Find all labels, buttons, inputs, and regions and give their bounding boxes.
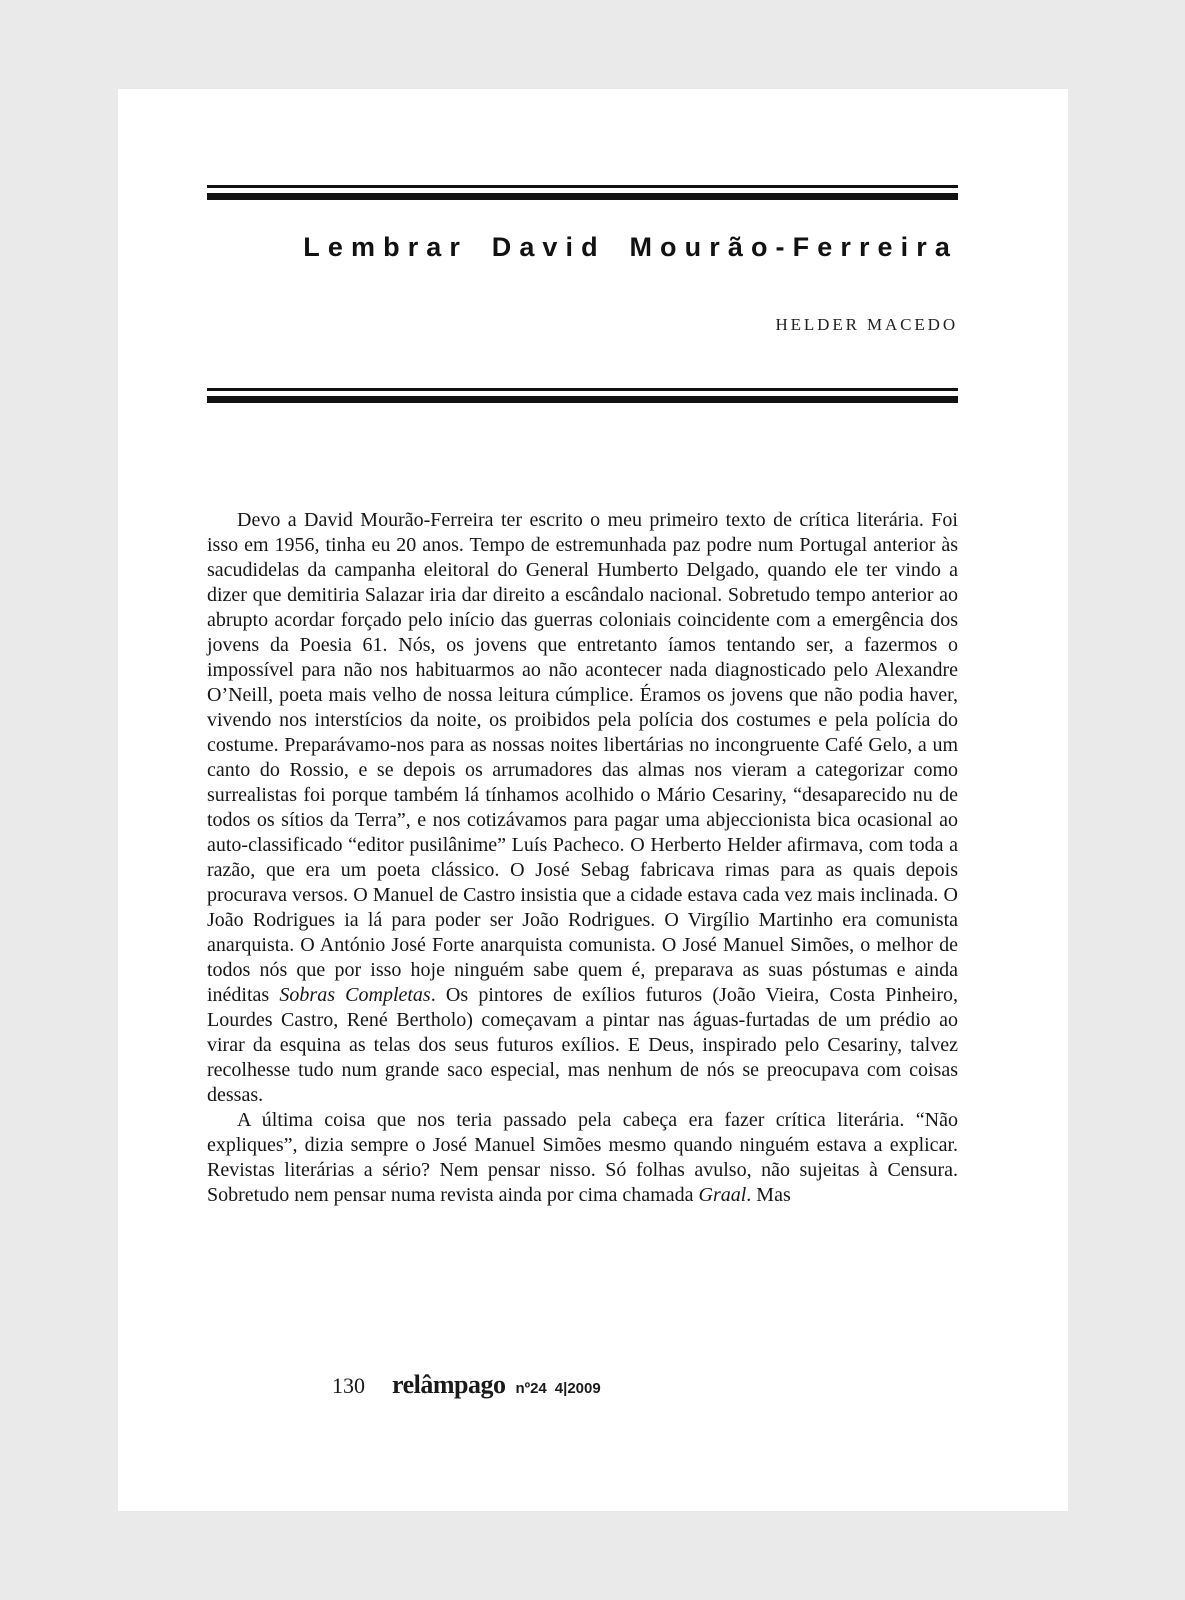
double-rule-bottom bbox=[207, 388, 958, 403]
page-sheet bbox=[118, 89, 1068, 1511]
paragraph: A última coisa que nos teria passado pela cabeça era fazer crítica literária. “Não expliques”, dizia sempre o José Manuel Simões mesmo quando ninguém estava a explicar. Revistas literárias a sério? Nem pensar nisso. Só folhas avulso, não sujeitas à Censura. Sobretudo nem pensar numa revista ainda por cima chamada Graal. Mas bbox=[207, 1109, 958, 1206]
rule-thick-line bbox=[207, 193, 958, 200]
page-number: 130 bbox=[332, 1373, 365, 1398]
article-author: HELDER MACEDO bbox=[775, 315, 958, 334]
rule-thin-line bbox=[207, 185, 958, 188]
paragraph: Devo a David Mourão-Ferreira ter escrito o meu primeiro texto de crítica literária. Foi isso em 1956, tinha eu 20 anos. Tempo de estremunhada paz podre num Portugal anterior às sacudidelas da campanha eleitoral do General Humberto Delgado, quando ele ter vindo a dizer que demitiria Salazar iria dar direito a escândalo nacional. Sobretudo tempo anterior ao abrupto acordar forçado pelo início das guerras coloniais coincidente com a emergência dos jovens da Poesia 61. Nós, os jovens que entretanto íamos tentando ser, a fazermos o impossível para não nos habituarmos ao não acontecer nada diagnosticado pelo Alexandre O’Neill, poeta mais velho de nossa leitura cúmplice. Éramos os jovens que não podia haver, vivendo nos interstícios da noite, os proibidos pela polícia dos costumes e pela polícia do costume. Preparávamo-nos para as nossas noites libertárias no incongruente Café Gelo, a um canto do Rossio, e se depois os arrumadores das almas nos vieram a categorizar como surrealistas foi porque também lá tínhamos acolhido o Mário Cesariny, “desaparecido nu de todos os sítios da Terra”, e nos cotizávamos para pagar uma abjeccionista bica ocasional ao auto-classificado “editor pusilânime” Luís Pacheco. O Herberto Helder afirmava, com toda a razão, que era um poeta clássico. O José Sebag fabricava rimas para as quais depois procurava versos. O Manuel de Castro insistia que a cidade estava cada vez mais inclinada. O João Rodrigues ia lá para poder ser João Rodrigues. O Virgílio Martinho era comunista anarquista. O António José Forte anarquista comunista. O José Manuel Simões, o melhor de todos nós que por isso hoje ninguém sabe quem é, preparava as suas póstumas e ainda inéditas Sobras Completas. Os pintores de exílios futuros (João Vieira, Costa Pinheiro, Lourdes Castro, René Bertholo) começavam a pintar nas águas-furtadas de um prédio ao virar da esquina as telas dos seus futuros exílios. E Deus, inspirado pelo Cesariny, talvez recolhesse tudo num grande saco especial, mas nenhum de nós se preocupava com coisas dessas. bbox=[207, 509, 958, 1106]
issue-number: nº24 bbox=[515, 1380, 547, 1397]
page-footer bbox=[332, 1370, 601, 1400]
article-body bbox=[207, 508, 958, 1208]
issue-date: 4|2009 bbox=[554, 1380, 601, 1397]
rule-thick-line bbox=[207, 396, 958, 403]
double-rule-top bbox=[207, 185, 958, 200]
rule-thin-line bbox=[207, 388, 958, 391]
journal-logo: relâmpago bbox=[392, 1370, 506, 1399]
article-title: Lembrar David Mourão-Ferreira bbox=[303, 232, 958, 262]
